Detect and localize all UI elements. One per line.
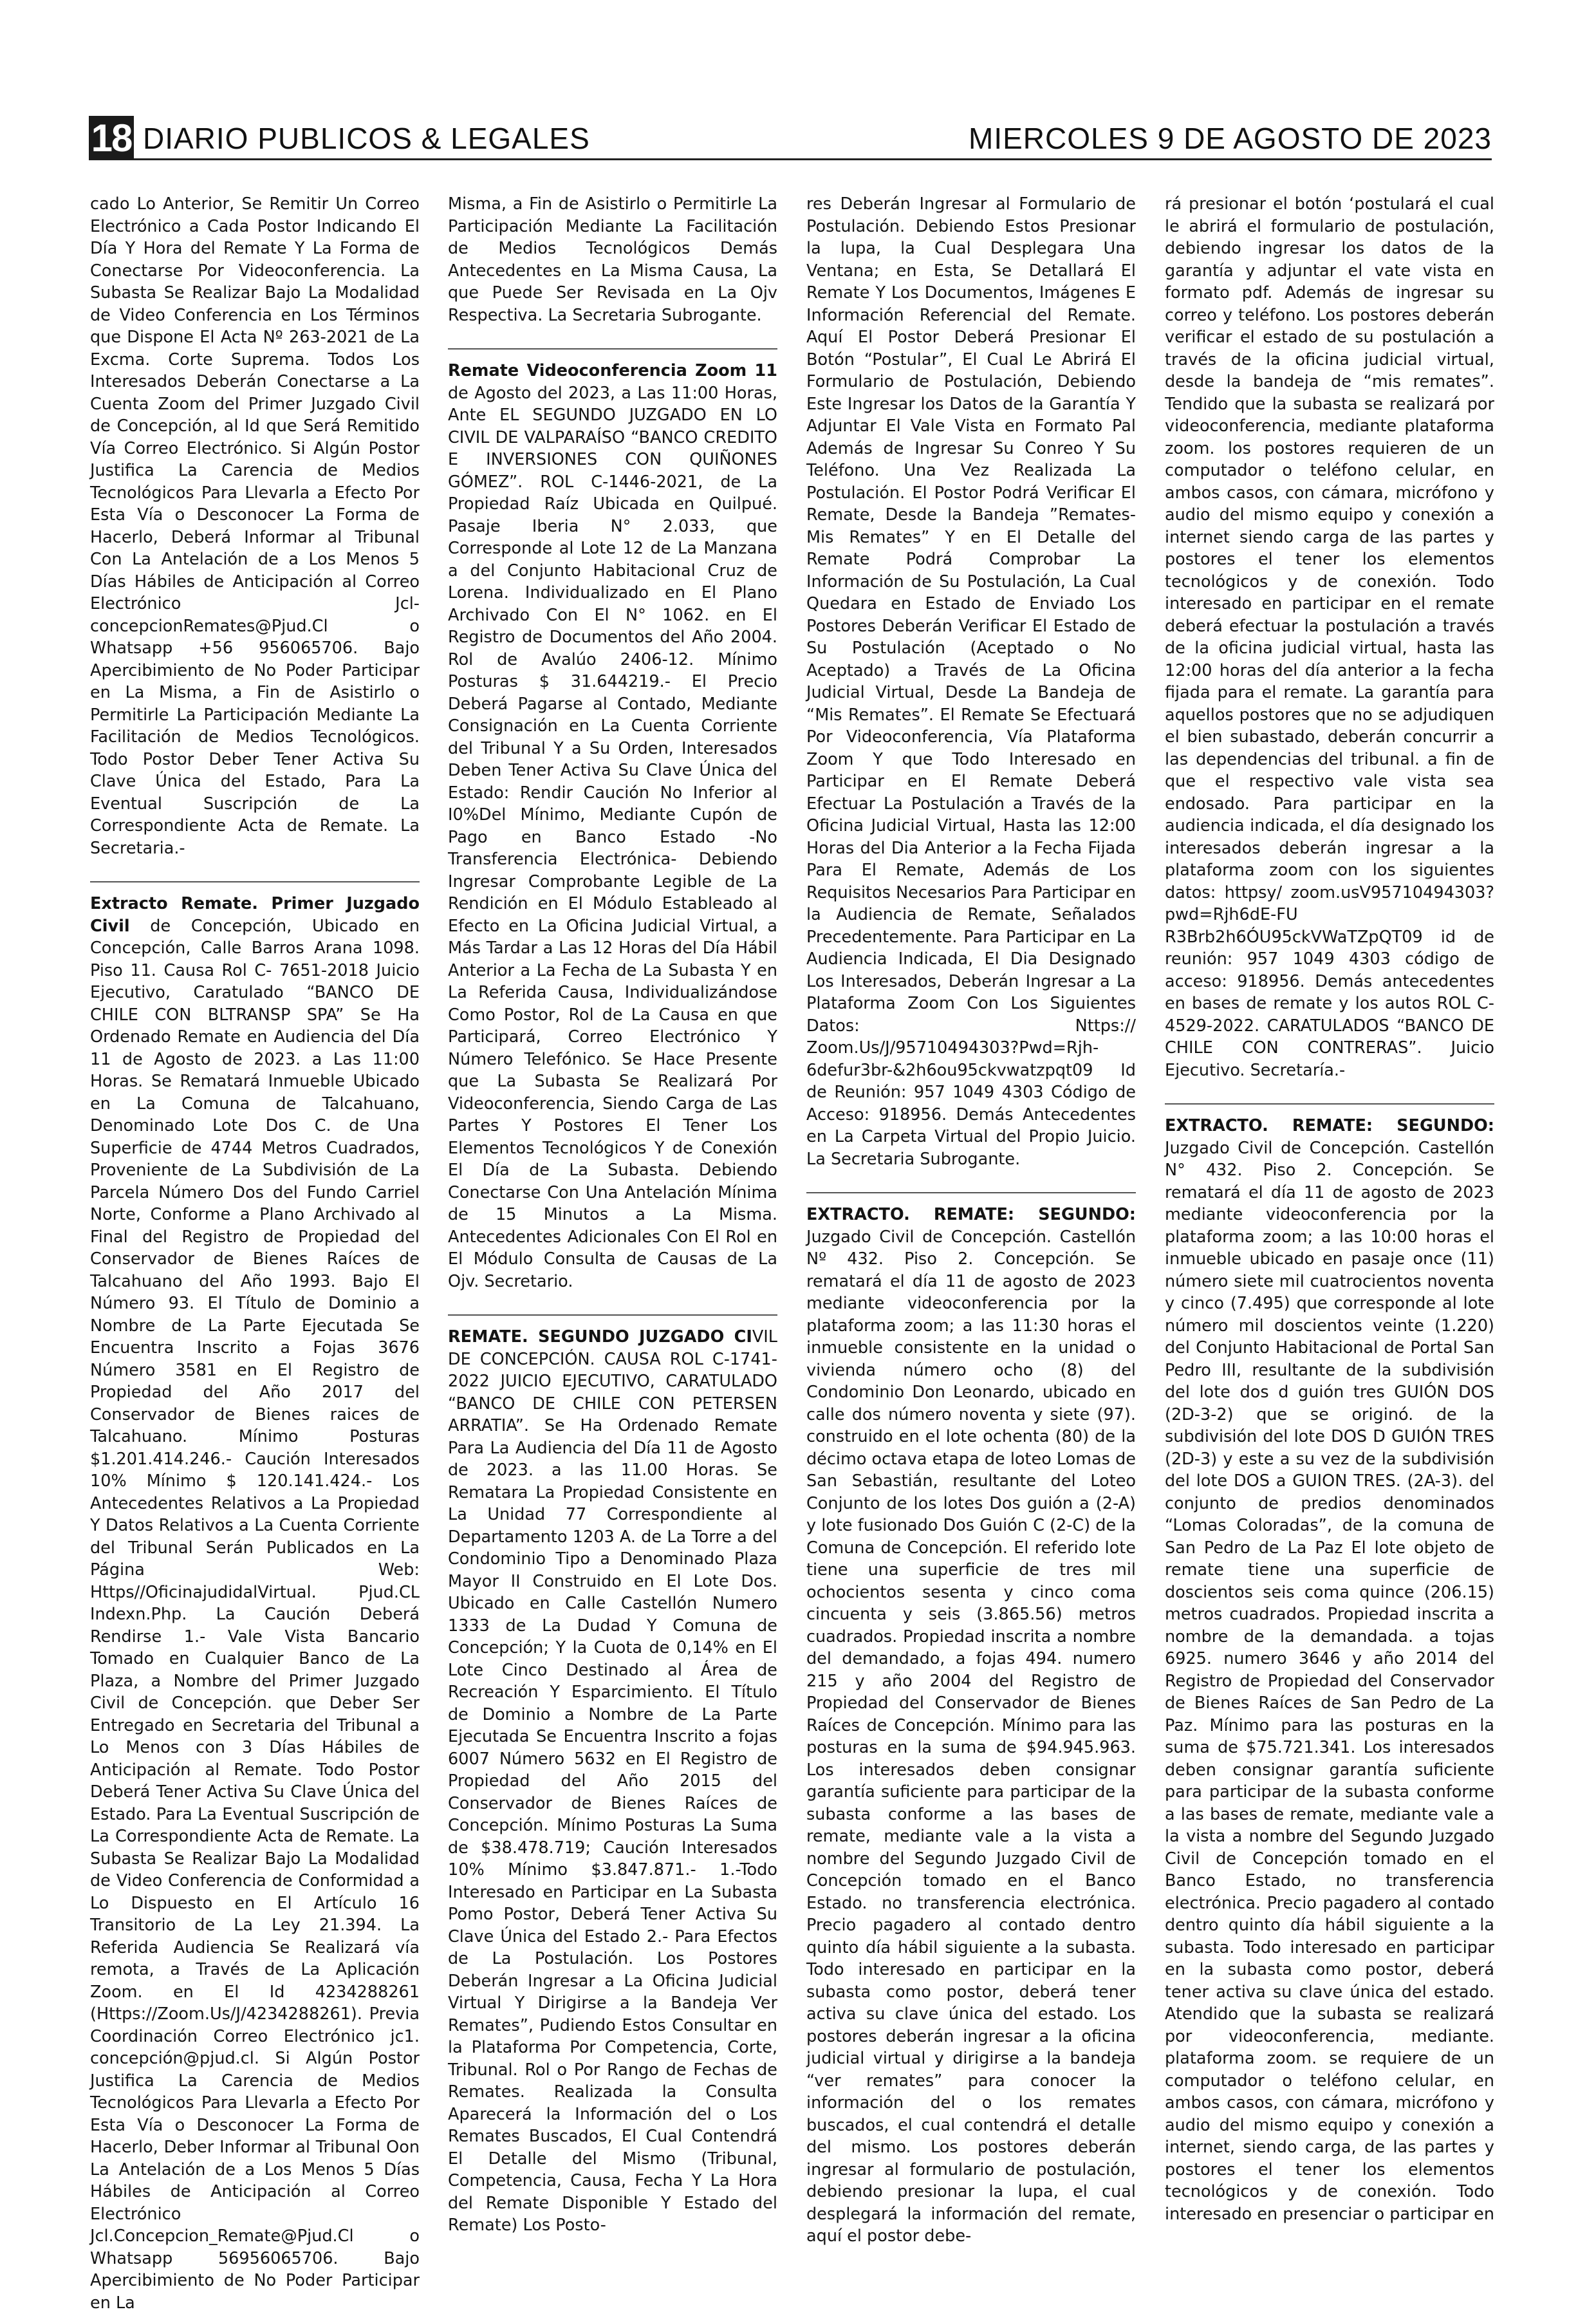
notice-heading: EXTRACTO. REMATE: SEGUNDO: xyxy=(1165,1116,1494,1135)
page-header xyxy=(89,113,1492,160)
notice-body: de Concepción, Ubicado en Concepción, Calle Barros Arana 1098. Piso 11. Causa Rol C- 7651-2018 Juicio Ejecutivo, Caratulado “BANCO DE CHILE CON BLTRANSP SPA” Se Ha Ordenado Remate en Audiencia del Día 11 de Agosto de 2023. a Las 11:00 Horas. Se Rematará Inmueble Ubicado en La Comuna de Talcahuano, Denominado Lote Dos C. de Una Superficie de 4744 Metros Cuadrados, Proveniente de La Subdivisión de La Parcela Número Dos del Fundo Carriel Norte, Conforme a Plano Archivado al Final del Registro de Propiedad del Conservador de Bienes Raíces de Talcahuano del Año 1993. Bajo El Número 93. El Título de Dominio a Nombre de La Parte Ejecutada Se Encuentra Inscrito a Fojas 3676 Número 3581 en El Registro de Propiedad del Año 2017 del Conservador de Bienes raices de Talcahuano. Mínimo Posturas $1.201.414.246.- Caución Interesados 10% Mínimo $ 120.141.424.- Los Antecedentes Relativos a La Propiedad Y Datos Relativos a La Cuenta Corriente del Tribunal Serán Publicados en La Página Web: Https//OficinajudidalVirtual. Pjud.CL Indexn.Php. La Caución Deberá Rendirse 1.- Vale Vista Bancario Tomado en Cualquier Banco de La Plaza, a Nombre del Primer Juzgado Civil de Concepción. que Deber Ser Entregado en Secretaria del Tribunal a Lo Menos con 3 Días Hábiles de Anticipación al Remate. Todo Postor Deberá Tener Activa Su Clave Única del Estado. Para La Eventual Suscripción de La Correspondiente Acta de Remate. La Subasta Se Realizar Bajo La Modalidad de Video Conferencia de Conformidad a Lo Dispuesto en El Artículo 16 Transitorio de La Ley 21.394. La Referida Audiencia Se Realizará vía remota, a Través de La Aplicación Zoom. en El Id 4234288261 (Https://Zoom.Us/J/4234288261). Previa Coordinación Correo Electrónico jc1. concepción@pjud.cl. Si Algún Postor Justifica La Carencia de Medios Tecnológicos Para Llevarla a Efecto Por Esta Vía o Desconocer La Forma de Hacerlo, Deber Informar al Tribunal Oon La Antelación de a Los Menos 5 Días Hábiles de Anticipación al Correo Electrónico Jcl.Concepcion_Remate@Pjud.Cl o Whatsapp 56956065706. Bajo Apercibimiento de No Poder Participar en La xyxy=(90,916,420,2313)
notice-extracto-remate xyxy=(806,1204,1136,2248)
notice-continuation: res Deberán Ingresar al Formulario de Postulación. Debiendo Estos Presionar la lupa, la Cual Desplegara Una Ventana; en Esta, Se Detallará El Remate Y Los Documentos, Imágenes E Información Referencial del Remate. Aquí El Postor Deberá Presionar El Botón “Postular”, El Cual Le Abrirá El Formulario de Postulación, Debiendo Este Ingresar los Datos de la Garantía Y Adjuntar El Vale Vista en Formato Pal Además de Ingresar Su Conreo Y Su Teléfono. Una Vez Realizada La Postulación. El Postor Podrá Verificar El Remate, Desde la Bandeja ”Remates- Mis Remates” Y en El Detalle del Remate Podrá Comprobar La Información de Su Postulación, La Cual Quedara en Estado de Enviado Los Postores Deberán Verificar El Estado de Su Postulación (Aceptado o No Aceptado) a Través de La Oficina Judicial Virtual, Desde La Bandeja de “Mis Remates”. El Remate Se Efectuará Por Videoconferencia, Vía Plataforma Zoom Y que Todo Interesado en Participar en El Remate Deberá Efectuar La Postulación a Través de la Oficina Judicial Virtual, Hasta las 12:00 Horas del Dia Anterior a la Fecha Fijada Para El Remate, Además de Los Requisitos Necesarios Para Participar en la Audiencia de Remate, Señalados Precedentemente. Para Participar en La Audiencia Indicada, El Dia Designado Los Interesados, Deberán Ingresar a La Plataforma Zoom Con Los Siguientes Datos: Nttps:// Zoom.Us/J/95710494303?Pwd=Rjh-6defur3br-&2h6ou95ckvwatzpqt09 Id de Reunión: 957 1049 4303 Código de Acceso: 918956. Demás Antecedentes en La Carpeta Virtual del Propio Juicio. La Secretaria Subrogante. xyxy=(806,194,1136,1169)
notice-divider xyxy=(448,348,777,350)
text-column-1 xyxy=(90,193,420,2313)
publication-date: MIERCOLES 9 DE AGOSTO DE 2023 xyxy=(969,122,1492,155)
notice-heading: REMATE. SEGUNDO JUZGADO CI xyxy=(448,1327,752,1347)
notice-body: de Agosto del 2023, a Las 11:00 Horas, Ante EL SEGUNDO JUZGADO EN LO CIVIL DE VALPARAÍSO “BANCO CREDITO E INVERSIONES CON QUIÑONES GÓMEZ”. ROL C-1446-2021, de La Propiedad Raíz Ubicada en Quilpué. Pasaje Iberia N° 2.033, que Corresponde al Lote 12 de La Manzana a del Conjunto Habitacional Cruz de Lorena. Individualizado en El Plano Archivado Con El N° 1062. en El Registro de Documentos del Año 2004. Rol de Avalúo 2406-12. Mínimo Posturas $ 31.644219.- El Precio Deberá Pagarse al Contado, Mediante Consignación en La Cuenta Corriente del Tribunal Y a Su Orden, Interesados Deben Tener Activa Su Clave Única del Estado: Rendir Caución No Inferior al I0%Del Mínimo, Mediante Cupón de Pago en Banco Estado -No Transferencia Electrónica- Debiendo Ingresar Comprobante Legible de La Rendición en El Módulo Estableado al Efecto en La Oficina Judicial Virtual, a Más Tardar a Las 12 Horas del Día Hábil Anterior a La Fecha de La Subasta Y en La Referida Causa, Individualizándose Como Postor, Rol de La Causa en que Participará, Correo Electrónico Y Número Telefónico. Se Hace Presente que La Subasta Se Realizará Por Videoconferencia, Siendo Carga de Las Partes Y Postores El Tener Los Elementos Tecnológicos Y de Conexión El Día de La Subasta. Debiendo Conectarse Con Una Antelación Mínima de 15 Minutos a La Misma. Antecedentes Adicionales Con El Rol en El Módulo Consulta de Causas de La Ojv. Secretario. xyxy=(448,383,777,1291)
notice-divider xyxy=(90,881,420,882)
notice-heading: EXTRACTO. REMATE: SEGUNDO: xyxy=(806,1205,1136,1224)
notice-extracto-remate xyxy=(1165,1115,1494,2225)
text-column-2 xyxy=(448,193,777,2235)
notice-continuation: cado Lo Anterior, Se Remitir Un Correo Electrónico a Cada Postor Indicando El Día Y Hora del Remate Y La Forma de Conectarse Por Videoconferencia. La Subasta Se Realizar Bajo La Modalidad de Video Conferencia en Los Términos que Dispone El Acta Nº 263-2021 de La Excma. Corte Suprema. Todos Los Interesados Deberán Conectarse a La Cuenta Zoom del Primer Juzgado Civil de Concepción, al Id que Será Remitido Vía Correo Electrónico. Si Algún Postor Justifica La Carencia de Medios Tecnológicos Para Llevarla a Efecto Por Esta Vía o Desconocer La Forma de Hacerlo, Deberá Informar al Tribunal Con La Antelación de a Los Menos 5 Días Hábiles de Anticipación al Correo Electrónico Jcl-concepcionRemates@Pjud.Cl o Whatsapp +56 956065706. Bajo Apercibimiento de No Poder Participar en La Misma, a Fin de Asistirlo o Permitirle La Participación Mediante La Facilitación de Medios Tecnológicos. Todo Postor Deber Tener Activa Su Clave Única del Estado, Para La Eventual Suscripción de La Correspondiente Acta de Remate. La Secretaria.- xyxy=(90,194,420,858)
notice-body: Juzgado Civil de Concepción. Castellón Nº 432. Piso 2. Concepción. Se rematará el día 11 de agosto de 2023 mediante videoconferencia por la plataforma zoom; a las 11:30 horas el inmueble consistente en la unidad o vivienda número ocho (8) del Condominio Don Leonardo, ubicado en calle dos número noventa y siete (97). construido en el lote ochenta (80) de la décimo octava etapa de loteo Lomas de San Sebastián, resultante del Loteo Conjunto de los lotes Dos guión a (2-A) y lote fusionado Dos Guión C (2-C) de la Comuna de Concepción. El referido lote tiene una superficie de tres mil ochocientos sesenta y cinco coma cincuenta y seis (3.865.56) metros cuadrados. Propiedad inscrita a nombre del demandado, a fojas 494. numero 215 y año 2004 del Registro de Propiedad del Conservador de Bienes Raíces de Concepción. Mínimo para las posturas en la suma de $94.945.963. Los interesados deben consignar garantía suficiente para participar de la subasta conforme a las bases de remate, mediante vale a la vista a nombre del Segundo Juzgado Civil de Concepción tomado en el Banco Estado. no transferencia electrónica. Precio pagadero al contado dentro quinto día hábil siguiente a la subasta. Todo interesado en participar en la subasta como postor, deberá tener activa su clave única del estado. Los postores deberán ingresar a la oficina judicial virtual y dirigirse a la bandeja “ver remates” para conocer la información del o los remates buscados, el cual contendrá el detalle del mismo. Los postores deberán ingresar al formulario de postulación, debiendo presionar la lupa, el cual desplegará la información del remate, aquí el postor debe- xyxy=(806,1227,1136,2246)
notice-divider xyxy=(1165,1103,1494,1105)
publication-name: DIARIO PUBLICOS & LEGALES xyxy=(143,122,590,155)
notice-heading: Remate Videoconferencia Zoom 11 xyxy=(448,361,777,380)
notice-body: Juzgado Civil de Concepción. Castellón N° 432. Piso 2. Concepción. Se rematará el día 11 de agosto de 2023 mediante videoconferencia por la plataforma zoom; a las 10:00 horas el inmueble ubicado en pasaje once (11) número siete mil cuatrocientos noventa y cinco (7.495) que corresponde al lote número mil doscientos veinte (1.220) del Conjunto Habitacional de Portal San Pedro III, resultante de la subdivisión del lote dos d guión tres GUIÓN DOS (2D-3-2) que se originó. de la subdivisión del lote DOS D GUIÓN TRES (2D-3) y este a su vez de la subdivisión del lote DOS a GUION TRES. (2A-3). del conjunto de predios denominados “Lomas Coloradas”, de la comuna de San Pedro de La Paz El lote objeto de remate tiene una superficie de doscientos seis coma quince (206.15) metros cuadrados. Propiedad inscrita a nombre de la demandada. a tojas 6925. numero 3646 y año 2014 del Registro de Propiedad del Conservador de Bienes Raíces de San Pedro de La Paz. Mínimo para las posturas en la suma de $75.721.341. Los interesados deben consignar garantía suficiente para participar de la subasta conforme a las bases de remate, mediante vale a la vista a nombre del Segundo Juzgado Civil de Concepción tomado en el Banco Estado, no transferencia electrónica. Precio pagadero al contado dentro quinto día hábil siguiente a la subasta. Todo interesado en participar en la subasta como postor, deberá tener activa su clave única del estado. Atendido que la subasta se realizará por videoconferencia, mediante. plataforma zoom. se requiere de un computador o teléfono celular, en ambos casos, con cámara, micrófono y audio del mismo equipo y conexión a internet, siendo carga, de las partes y postores el tener los elementos tecnológicos y de conexión. Todo interesado en presenciar o participar en xyxy=(1165,1138,1495,2224)
notice-body: VIL DE CONCEPCIÓN. CAUSA ROL C-1741-2022 JUICIO EJECUTIVO, CARATULADO “BANCO DE CHILE CON PETERSEN ARRATIA”. Se Ha Ordenado Remate Para La Audiencia del Día 11 de Agosto de 2023. a las 11.00 Horas. Se Rematara La Propiedad Consistente en La Unidad 77 Correspondiente al Departamento 1203 A. de La Torre a del Condominio Tipo a Denominado Plaza Mayor II Construido en El Lote Dos. Ubicado en Calle Castellón Numero 1333 de La Dudad Y Comuna de Concepción; Y la Cuota de 0,14% en El Lote Cinco Destinado al Área de Recreación Y Esparcimiento. El Título de Dominio a Nombre de La Parte Ejecutada Se Encuentra Inscrito a fojas 6007 Número 5632 en El Registro de Propiedad del Año 2015 del Conservador de Bienes Raíces de Concepción. Mínimo Posturas La Suma de $38.478.719; Caución Interesados 10% Mínimo $3.847.871.- 1.-Todo Interesado en Participar en La Subasta Pomo Postor, Deberá Tener Activa Su Clave Única del Estado 2.- Para Efectos de La Postulación. Los Postores Deberán Ingresar a La Oficina Judicial Virtual Y Dirigirse a la Bandeja Ver Remates”, Pudiendo Estos Consultar en la Plataforma Por Competencia, Corte, Tribunal. Rol o Por Rango de Fechas de Remates. Realizada la Consulta Aparecerá la Información del o Los Remates Buscados, El Cual Contendrá El Detalle del Mismo (Tribunal, Competencia, Causa, Fecha Y La Hora del Remate Disponible Y Estado del Remate) Los Posto- xyxy=(448,1327,777,2235)
page-number: 18 xyxy=(89,116,134,160)
notice-remate-primer-juzgado xyxy=(90,893,420,2314)
text-column-3 xyxy=(806,193,1136,2246)
notice-remate-videoconferencia xyxy=(448,360,777,1292)
notice-continuation: rá presionar el botón ‘postulará el cual le abrirá el formulario de postulación, debiendo ingresar los datos de la garantía y adjuntar el vate vista en formato pdf. Además de ingresar su correo y teléfono. Los postores deberán verificar el estado de su postulación a través de la oficina judicial virtual, desde la bandeja de “mis remates”. Tendido que la subasta se realizará por videoconferencia, mediante plataforma zoom. los postores requieren de un computador o teléfono celular, en ambos casos, con cámara, micrófono y audio del mismo equipo y conexión a internet siendo carga de las partes y postores el tener los elementos tecnológicos y de conexión. Todo interesado en participar en el remate deberá efectuar la postulación a través de la oficina judicial virtual, hasta las 12:00 horas del día anterior a la fecha fijada para el remate. La garantía para aquellos postores que no se adjudiquen el bien subastado, deberán concurrir a las dependencias del tribunal. a fin de que el respectivo vale vista sea endosado. Para participar en la audiencia indicada, el día designado los interesados deberán ingresar a la plataforma zoom con los siguientes datos: httpsy/ zoom.usV95710494303?pwd=Rjh6dE-FU R3Brb2h6ÓU95ckVWaTZpQT09 id de reunión: 957 1049 4303 código de acceso: 918956. Demás antecedentes en bases de remate y los autos ROL C-4529-2022. CARATULADOS “BANCO DE CHILE CON CONTRERAS”. Juicio Ejecutivo. Secretaría.- xyxy=(1165,194,1494,1080)
notice-divider xyxy=(448,1314,777,1316)
notice-remate-segundo-juzgado xyxy=(448,1326,777,2237)
notice-divider xyxy=(806,1192,1136,1193)
notice-heading: Extracto Remate. Primer Juzgado Civil xyxy=(90,894,420,936)
text-column-4 xyxy=(1165,193,1495,2224)
notice-continuation: Misma, a Fin de Asistirlo o Permitirle La Participación Mediante La Facilitación de Medios Tecnológicos Demás Antecedentes en La Misma Causa, La que Puede Ser Revisada en La Ojv Respectiva. La Secretaria Subrogante. xyxy=(448,194,777,325)
